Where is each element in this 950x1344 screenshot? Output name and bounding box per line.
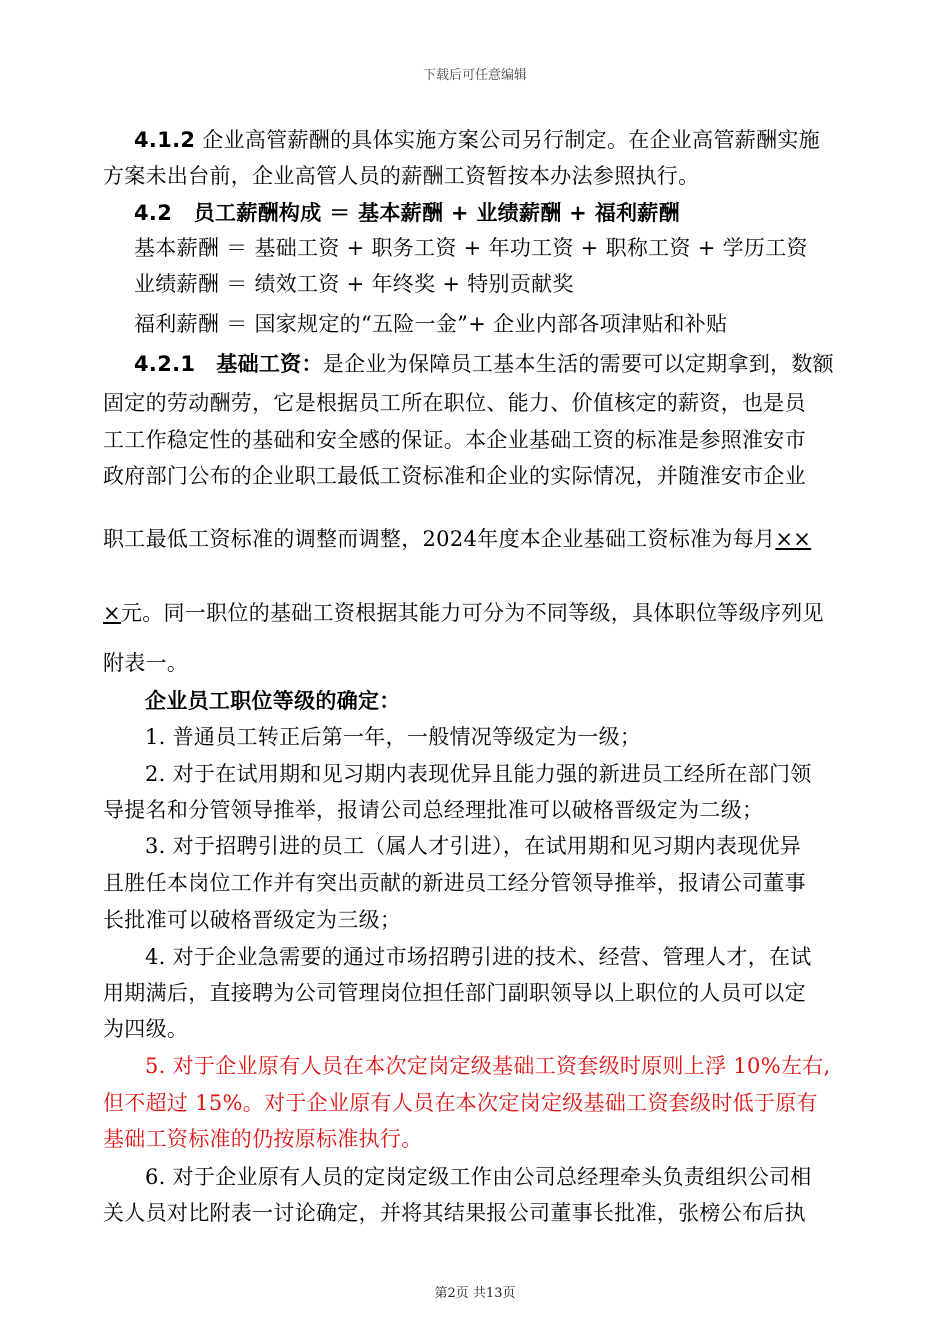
grade-item-5-line-2: 但不超过 15%。对于企业原有人员在本次定岗定级基础工资套级时低于原有 [103, 1091, 818, 1115]
section-4-2-title [134, 199, 680, 227]
grade-item-4-line-2: 用期满后，直接聘为公司管理岗位担任部门副职领导以上职位的人员可以定 [103, 981, 806, 1005]
paragraph-text: 是企业为保障员工基本生活的需要可以定期拿到，数额 [322, 352, 834, 376]
formula-performance-pay: 业绩薪酬 ＝ 绩效工资 + 年终奖 + 特别贡献奖 [134, 272, 574, 296]
paragraph-text: 职工最低工资标准的调整而调整，2024年度本企业基础工资标准为每月 [103, 527, 776, 551]
page-header: 下载后可任意编辑 [422, 68, 527, 83]
grade-item-3-line-3: 长批准可以破格晋级定为三级； [103, 908, 402, 932]
grade-item-5-line-1: 5. 对于企业原有人员在本次定岗定级基础工资套级时原则上浮 10%左右, [145, 1054, 831, 1078]
section-4-2-1-line-4: 政府部门公布的企业职工最低工资标准和企业的实际情况，并随淮安市企业 [103, 464, 806, 488]
amount-placeholder: × [103, 601, 121, 625]
page-footer: 第2页 共13页 [434, 1286, 516, 1301]
section-title: 员工薪酬构成 ＝ 基本薪酬 + 业绩薪酬 + 福利薪酬 [193, 201, 680, 225]
grade-heading: 企业员工职位等级的确定： [145, 688, 401, 713]
grade-item-6-line-2: 关人员对比附表一讨论确定，并将其结果报公司董事长批准，张榜公布后执 [103, 1201, 806, 1225]
section-number: 4.1.2 [134, 128, 196, 152]
section-4-2-1-line-1 [134, 350, 834, 378]
grade-item-6-line-1: 6. 对于企业原有人员的定岗定级工作由公司总经理牵头负责组织公司相 [145, 1165, 812, 1189]
grade-item-1: 1. 普通员工转正后第一年，一般情况等级定为一级； [145, 725, 642, 749]
formula-basic-pay: 基本薪酬 ＝ 基础工资 + 职务工资 + 年功工资 + 职称工资 + 学历工资 [134, 236, 808, 260]
grade-item-2-line-1: 2. 对于在试用期和见习期内表现优异且能力强的新进员工经所在部门领 [145, 762, 812, 786]
section-4-2-1-line-5 [103, 525, 811, 553]
grade-item-2-line-2: 导提名和分管领导推举，报请公司总经理批准可以破格晋级定为二级； [103, 798, 764, 822]
term-basic-wage: 基础工资： [216, 352, 323, 376]
paragraph-text: 企业高管薪酬的具体实施方案公司另行制定。在企业高管薪酬实施 [202, 128, 820, 152]
grade-item-3-line-1: 3. 对于招聘引进的员工（属人才引进），在试用期和见习期内表现优异 [145, 834, 802, 858]
amount-placeholder: ×× [775, 527, 812, 551]
paragraph-text: 元。同一职位的基础工资根据其能力可分为不同等级，具体职位等级序列见 [120, 601, 824, 625]
section-4-1-2-line-1 [134, 126, 850, 154]
grade-item-4-line-3: 为四级。 [103, 1017, 189, 1041]
section-4-2-1-line-2: 固定的劳动酬劳，它是根据员工所在职位、能力、价值核定的薪资，也是员 [103, 391, 806, 415]
grade-item-5-line-3: 基础工资标准的仍按原标准执行。 [103, 1127, 423, 1151]
section-4-2-1-line-7: 附表一。 [103, 651, 189, 675]
section-number: 4.2 [134, 201, 173, 225]
formula-welfare-pay: 福利薪酬 ＝ 国家规定的“五险一金”+ 企业内部各项津贴和补贴 [134, 312, 728, 336]
section-4-1-2-line-2: 方案未出台前，企业高管人员的薪酬工资暂按本办法参照执行。 [103, 164, 700, 188]
grade-item-3-line-2: 且胜任本岗位工作并有突出贡献的新进员工经分管领导推举，报请公司董事 [103, 871, 806, 895]
section-4-2-1-line-3: 工工作稳定性的基础和安全感的保证。本企业基础工资的标准是参照淮安市 [103, 428, 806, 452]
section-4-2-1-line-6 [103, 599, 824, 627]
section-number: 4.2.1 [134, 352, 196, 376]
grade-item-4-line-1: 4. 对于企业急需要的通过市场招聘引进的技术、经营、管理人才，在试 [145, 945, 812, 969]
